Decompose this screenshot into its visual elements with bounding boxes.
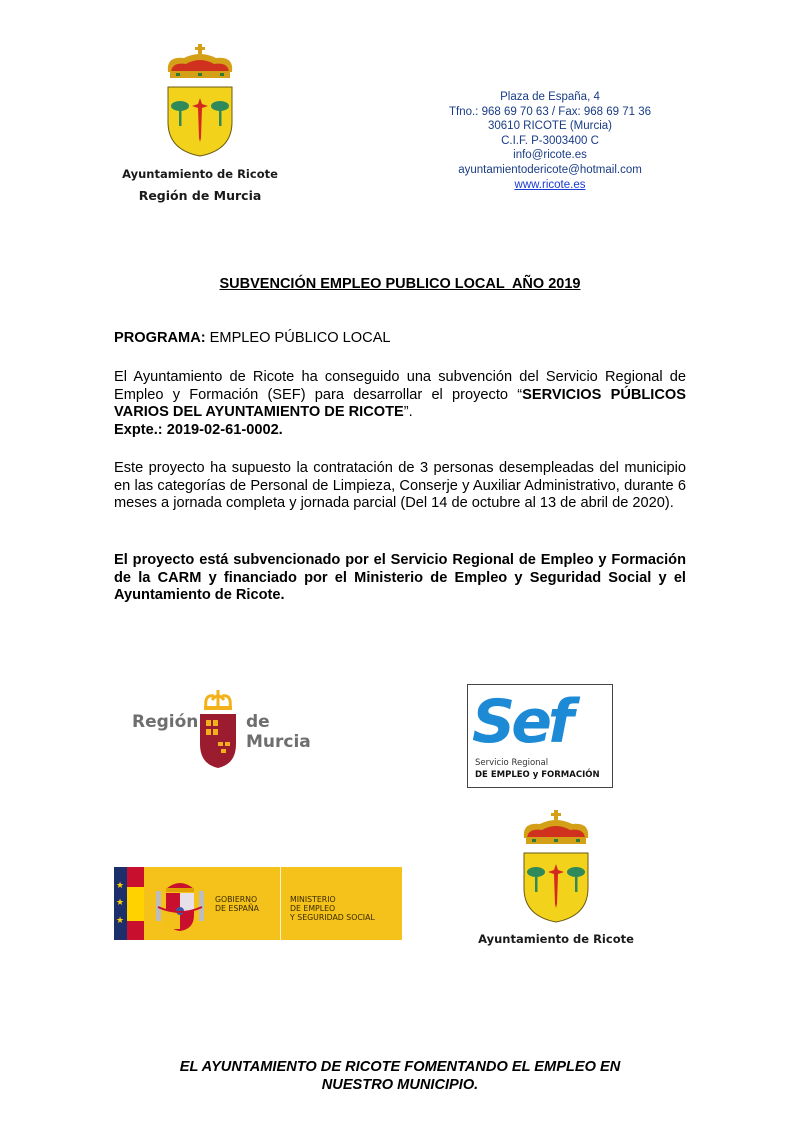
gobierno-line-2: DE ESPAÑA [215,904,259,913]
sef-logo-text: Sef [472,687,571,757]
sef-subtitle-1: Servicio Regional [475,758,549,768]
ministerio-line-2: DE EMPLEO [290,904,336,913]
sef-logo [467,684,613,788]
spain-coat-of-arms-icon [154,877,206,933]
murcia-shield-icon [196,686,240,770]
coat-of-arms-icon [518,808,594,928]
ricote-crest-top [162,42,238,162]
ricote-logo-label: Ayuntamiento de Ricote [478,932,634,946]
paragraph-contracts: Este proyecto ha supuesto la contratación de 3 personas desempleadas del municipio en las categorías de Personal de Limpieza, Conserje y Auxiliar Administrativo, durante 6 meses a jornada completa y jornada parcial (Del 14 de octubre al 13 de abril de 2020). [114,460,686,511]
ricote-crest-bottom [518,808,594,928]
crest-label-ayuntamiento: Ayuntamiento de Ricote [122,167,278,181]
murcia-logo-right-text: de Murcia [246,712,311,752]
paragraph-project [114,369,686,439]
contact-email-info: info@ricote.es [513,149,587,162]
programa-value: EMPLEO PÚBLICO LOCAL [205,330,391,346]
star-icon: ★ [116,915,125,925]
paragraph-project-end: ”. [403,404,413,420]
paragraph-funding: El proyecto está subvencionado por el Servicio Regional de Empleo y Formación de la CARM y financiado por el Ministerio de Empleo y Seguridad Social y el Ayuntamiento de Ricote. [114,552,686,603]
contact-phone: Tfno.: 968 69 70 63 / Fax: 968 69 71 36 [448,105,652,118]
star-icon: ★ [116,880,125,890]
expediente-number: Expte.: 2019-02-61-0002. [114,421,283,438]
ministerio-line-1: MINISTERIO [290,895,336,904]
footer-slogan [0,1058,800,1094]
crest-label-region: Región de Murcia [138,188,262,203]
contact-block [420,90,680,192]
footer-line-2: NUESTRO MUNICIPIO. [321,1077,479,1093]
sef-subtitle-2: DE EMPLEO y FORMACIÓN [475,770,600,780]
paragraph-project-text: El Ayuntamiento de Ricote ha conseguido una subvención del Servicio Regional de Empleo y Formación (SEF) para desarrollar el proyecto “ [114,369,686,403]
programa-label: PROGRAMA: [114,330,206,346]
coat-of-arms-icon [162,42,238,162]
document-title: SUBVENCIÓN EMPLEO PUBLICO LOCAL AÑO 2019 [219,276,581,292]
project-name: SERVICIOS PÚBLICOS VARIOS DEL AYUNTAMIENTO DE RICOTE [114,386,686,420]
contact-address: Plaza de España, 4 [500,91,600,103]
star-icon: ★ [116,897,125,907]
contact-cif: C.I.F. P-3003400 C [501,134,599,147]
contact-email-hotmail: ayuntamientodericote@hotmail.com [458,163,642,176]
gobierno-line-1: GOBIERNO [215,895,258,904]
programa-line [114,330,686,348]
eu-flag-stripe [114,867,127,940]
region-murcia-logo [130,686,330,772]
footer-line-1: EL AYUNTAMIENTO DE RICOTE FOMENTANDO EL EMPLEO EN [179,1059,621,1075]
murcia-logo-left-text: Región [132,712,199,732]
gobierno-espana-logo [114,867,402,940]
ministerio-line-3: Y SEGURIDAD SOCIAL [290,913,375,922]
website-link[interactable]: www.ricote.es [514,178,586,191]
contact-city: 30610 RICOTE (Murcia) [488,120,612,133]
